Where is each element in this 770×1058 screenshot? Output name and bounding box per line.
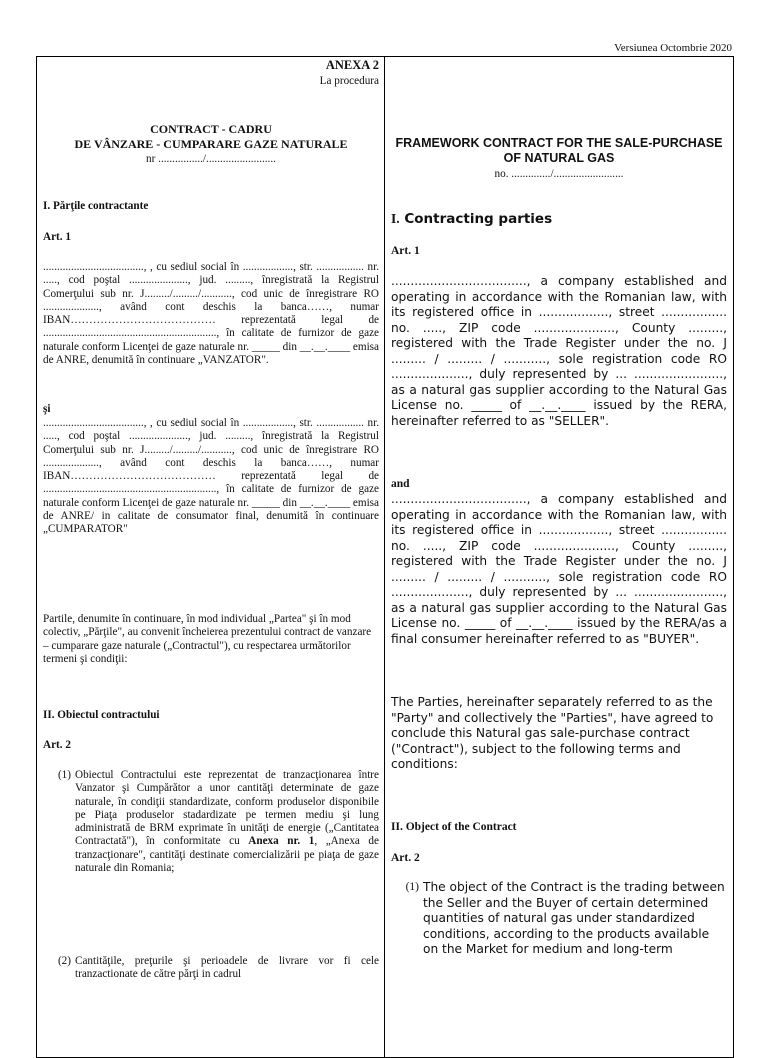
list-number: (1) (57, 769, 71, 781)
and-conjunction: şi (43, 403, 51, 415)
english-title: FRAMEWORK CONTRACT FOR THE SALE-PURCHASE OF NATURAL GAS (395, 136, 723, 165)
parties-paragraph: Partile, denumite în continuare, în mod individual „Partea" şi în mod colectiv, „Părţile", au convenit încheierea prezentului contract de vanzare – cumparare gaze naturale („Contractul"), cu respectarea următorilor termeni şi condiţii: (43, 613, 372, 665)
list-number: (1) (405, 881, 419, 893)
annex-title: ANEXA 2 (325, 58, 379, 72)
contract-title-line-2: DE VÂNZARE - CUMPARARE GAZE NATURALE (74, 137, 348, 151)
article-2-heading: Art. 2 (43, 739, 71, 751)
english-seller-paragraph: ..................................., a company established and operating in accordance with the Romanian law, with its registered office in .................., street ................. no. ....., ZIP code ....................., County ........., registered with the Trade Register under the no. J ......... / ......... / ..........., sole registration code RO ...................., duly represented by ... ......................., as a natural gas supplier according to the Natural Gas License no. _____ of __.__.____ issued by the RERA, hereinafter referred to as "SELLER". (391, 274, 727, 428)
annex-reference: Anexa nr. 1 (248, 835, 315, 848)
list-item-1 (49, 769, 379, 875)
english-parties-paragraph: The Parties, hereinafter separately referred to as the "Party" and collectively the "Parties", have agreed to conclude this Natural gas sale-purchase contract ("Contract"), subject to the following terms and conditions: (391, 695, 714, 771)
article-1-heading: Art. 1 (43, 231, 71, 243)
english-section-1-heading: I. Contracting parties (391, 211, 553, 227)
english-buyer-paragraph: ..................................., a company established and operating in accordance with the Romanian law, with its registered office in .................., street ................. no. ....., ZIP code ....................., County ........., registered with the Trade Register under the no. J ......... / ......... / ..........., sole registration code RO ...................., duly represented by ... ......................., as a natural gas supplier according to the Natural Gas License no. _____ of __.__.____ issued by the RERA/as a final consumer hereinafter referred to as "BUYER". (391, 492, 727, 646)
section-1-heading: I. Părţile contractante (43, 200, 149, 212)
contract-title-line-1: CONTRACT - CADRU (150, 122, 272, 136)
seller-paragraph: ...................................., , cu sediul social în .................., str. ................. nr. ....., cod poştal ....................., jud. ........., înregistrată la Registrul Comerţului sub nr. J........./........./..........., cod unic de înregistrare RO ...................., având cont deschis la banca……, numar IBAN………………………………… reprezentată legal de .............................................................., în calitate de furnizor de gaze naturale conform Licenţei de gaze naturale nr. _____ din __.__.____ emisa de ANRE, denumită în continuare „VANZATOR". (43, 261, 379, 367)
contract-number: nr ................/......................... (146, 153, 276, 165)
list-text: Cantităţile, preţurile şi perioadele de livrare vor fi cele tranzactionate de către părţi in cadrul (75, 955, 379, 981)
list-text: Obiectul Contractului este reprezentat de tranzacţionarea între Vanzator şi Cumpărător a unor cantităţi determinate de gaze naturale, în condiţii standardizate, conform produselor disponibile pe Piaţa produselor stadardizate pe termen mediu şi lung administrată de BRM exprimate în unităţi de energie („Cantitatea Contractată"), în conformitate cu Anexa nr. 1, „Anexa de tranzacţionare", cantităţi destinate comercializării pe piaţa de gaze naturale din Romania; (75, 769, 379, 875)
list-item-2 (49, 955, 379, 982)
english-article-1-heading: Art. 1 (391, 245, 420, 257)
column-divider (384, 57, 385, 1057)
contract-table (36, 56, 734, 1058)
english-contract-number: no. ............../......................... (494, 168, 624, 180)
english-section-2-heading: II. Object of the Contract (391, 821, 517, 833)
section-2-heading: II. Obiectul contractului (43, 709, 160, 721)
list-number: (2) (57, 955, 71, 967)
version-label: Versiunea Octombrie 2020 (614, 42, 732, 54)
english-article-2-heading: Art. 2 (391, 852, 420, 864)
english-list-item-1 (397, 880, 727, 958)
annex-subtitle: La procedura (319, 75, 379, 87)
buyer-paragraph: ...................................., , cu sediul social în .................., str. ................. nr. ....., cod poştal ....................., jud. ........., înregistrată la Registrul Comerţului sub nr. J........./........./..........., cod unic de înregistrare RO ...................., având cont deschis la banca……, numar IBAN………………………………… reprezentată legal de .............................................................., în calitate de furnizor de gaze naturale conform Licenţei de gaze naturale nr. _____ din __.__.____ emisa de ANRE/ in calitate de consumator final, denumită în continuare „CUMPARATOR" (43, 417, 379, 536)
list-text: The object of the Contract is the trading between the Seller and the Buyer of certain determined quantities of natural gas under standardized conditions, according to the products available on the Market for medium and long-term (423, 880, 725, 956)
english-and-conjunction: and (391, 478, 410, 490)
